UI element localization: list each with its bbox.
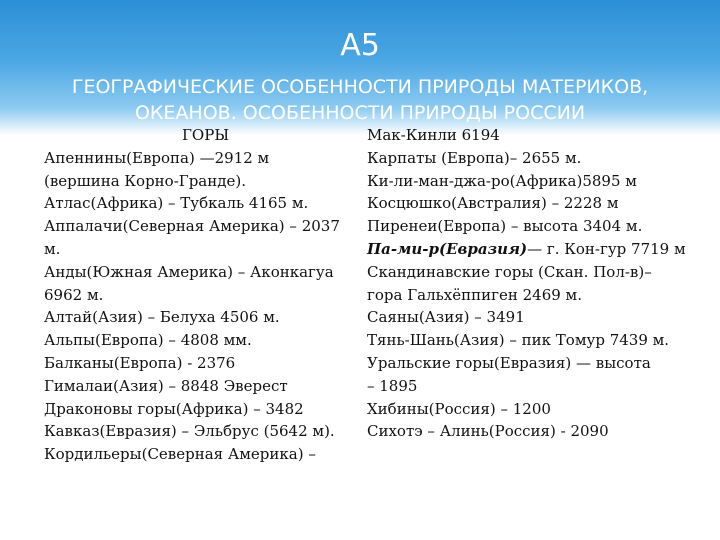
- list-item: 6962 м.: [44, 285, 104, 304]
- list-item: Балканы(Европа) - 2376: [44, 353, 236, 372]
- list-item: Карпаты (Европа)– 2655 м.: [367, 148, 582, 167]
- list-item: Драконовы горы(Африка) – 3482: [44, 399, 304, 418]
- left-column: [44, 124, 362, 466]
- list-item: Гималаи(Азия) – 8848 Эверест: [44, 376, 288, 395]
- list-item: Тянь-Шань(Азия) – пик Томур 7439 м.: [367, 331, 670, 350]
- right-column: [367, 124, 707, 443]
- list-item: Аппалачи(Северная Америка) – 2037: [44, 217, 340, 236]
- list-item: Анды(Южная Америка) – Аконкагуа: [44, 262, 334, 281]
- list-item: Мак-Кинли 6194: [367, 126, 500, 144]
- slide-title: А5: [340, 28, 380, 63]
- list-item: м.: [44, 239, 61, 258]
- list-item: Ки-ли-ман-джа-ро(Африка)5895 м: [367, 171, 637, 190]
- list-item: Кавказ(Евразия) – Эльбрус (5642 м).: [44, 422, 335, 441]
- list-item: Уральские горы(Евразия) — высота: [367, 353, 651, 372]
- list-item: Хибины(Россия) – 1200: [367, 399, 551, 418]
- mountains-heading: ГОРЫ: [182, 126, 230, 144]
- list-item: Скандинавские горы (Скан. Пол-в)–: [367, 262, 652, 281]
- list-item: Кордильеры(Северная Америка) –: [44, 445, 316, 464]
- list-item: Атлас(Африка) – Тубкаль 4165 м.: [44, 194, 309, 213]
- list-item-pamir: [367, 238, 707, 261]
- pamir-value: — г. Кон-гур 7719 м: [527, 239, 686, 258]
- list-item: Сихотэ – Алинь(Россия) - 2090: [367, 422, 609, 441]
- slide-subtitle: ГЕОГРАФИЧЕСКИЕ ОСОБЕННОСТИ ПРИРОДЫ МАТЕРИКОВ, ОКЕАНОВ. ОСОБЕННОСТИ ПРИРОДЫ РОССИИ: [71, 76, 649, 124]
- list-item: (вершина Корно-Гранде).: [44, 171, 246, 190]
- list-item: – 1895: [367, 376, 418, 395]
- pamir-label: Па-ми-р(Евразия): [367, 239, 528, 258]
- list-item: гора Гальхёппиген 2469 м.: [367, 285, 582, 304]
- list-item: Пиренеи(Европа) – высота 3404 м.: [367, 217, 643, 236]
- list-item: Альпы(Европа) – 4808 мм.: [44, 331, 252, 350]
- list-item: Апеннины(Европа) —2912 м: [44, 148, 270, 167]
- list-item: Саяны(Азия) – 3491: [367, 308, 525, 327]
- list-item: Алтай(Азия) – Белуха 4506 м.: [44, 308, 280, 327]
- list-item: Косцюшко(Австралия) – 2228 м: [367, 194, 619, 213]
